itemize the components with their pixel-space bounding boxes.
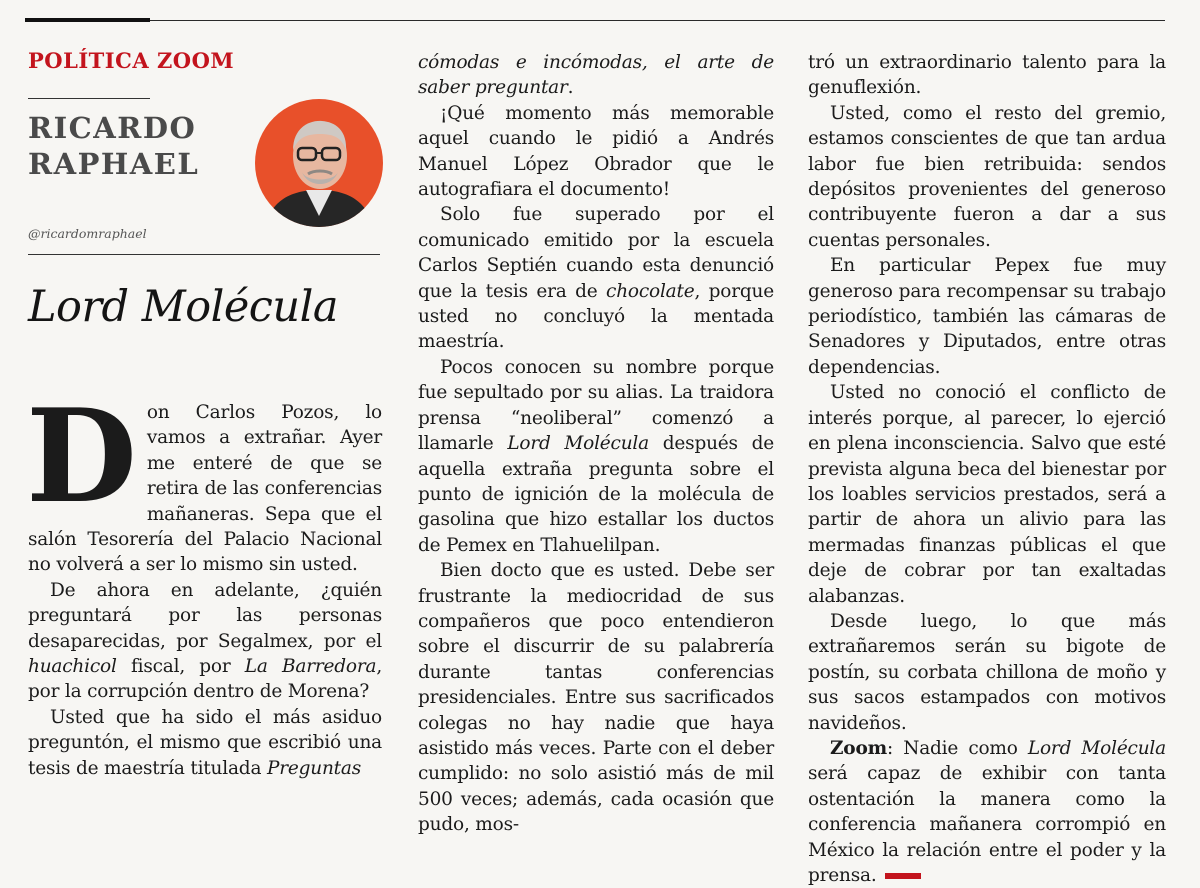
paragraph-11: Desde luego, lo que más extrañaremos serán su bigote de postín, su corbata chillona de moño y sus sacos estampados con motivos navideños. [808,610,1166,734]
column-1 [26,382,382,781]
p2-italic-b: La Barredora [244,656,377,678]
zoom-italic: Lord Molécula [1027,737,1166,759]
top-rule [25,20,1165,21]
section-divider [28,98,150,99]
top-rule-accent [25,18,150,22]
zoom-label: Zoom [830,737,887,759]
paragraph-continuation-2: tró un extraordinario talento para la genuflexión. [808,52,1166,99]
paragraph-6 [418,355,774,558]
paragraph-10: Usted no conoció el conflicto de interés porque, al parecer, lo ejerció en plena inconsciencia. Salvo que esté prevista alguna beca del bienestar por los loables servicios prestados, será a partir de ahora un alivio para las mermadas finanzas públicas el que deje de cobrar por tan exaltadas alabanzas. [808,382,1166,607]
p5-text-a: Solo fue superado por el comunicado emitido por la escuela Carlos Septién cuando esta denunció que la tesis era de [418,204,774,302]
p2-text-b: fiscal, por [116,656,245,678]
paragraph-zoom [808,736,1166,888]
paragraph-9: En particular Pepex fue muy generoso para recompensar su trabajo periodístico, también las cámaras de Senadores y Diputados, entre otras dependencias. [808,255,1166,378]
paragraph-continuation [418,50,774,101]
paragraph-8: Usted, como el resto del gremio, estamos conscientes de que tan ardua labor fue bien retribuida: sendos depósitos provenientes del generoso contribuyente fueron a dar a sus cuentas personales. [808,102,1166,251]
p3-italic: Preguntas [266,757,362,779]
paragraph-2 [28,578,382,705]
paragraph-1-text: on Carlos Pozos, lo vamos a extrañar. Ayer me enteré de que se retira de las conferencias mañaneras. Sepa que el salón Tesorería del Palacio Nacional no volverá a ser lo mismo sin usted. [28,402,382,576]
author-portrait [254,98,384,228]
paragraph-3 [28,705,382,781]
p5-italic: chocolate [606,280,695,302]
headline: Lord Molécula [28,282,338,332]
paragraph-5 [418,202,774,354]
section-label: POLÍTICA ZOOM [28,48,235,73]
p3-text: Usted que ha sido el más asiduo preguntón, el mismo que escribió una tesis de maestría titulada [28,706,382,779]
p2-text-a: De ahora en adelante, ¿quién preguntará por las personas desaparecidas, por Segalmex, por el [28,579,382,652]
paragraph-1 [26,382,382,578]
p6-text-a: Pocos conocen su nombre porque fue sepultado por su alias. La traidora prensa “neoliberal” comenzó a llamarle [418,356,774,455]
paragraph-7: Bien docto que es usted. Debe ser frustrante la mediocridad de sus compañeros que poco entendieron sobre el discurrir de su palabrería durante tantas conferencias presidenciales. Entre sus sacrificados colegas no hay nadie que haya asistido más veces. Parte con el deber cumplido: no solo asistió más de mil 500 veces; además, cada ocasión que pudo, mos- [418,560,774,836]
paragraph-4: ¡Qué momento más memorable aquel cuando le pidió a Andrés Manuel López Obrador que le autografiara el documento! [418,102,774,201]
end-mark [885,873,921,879]
p6-text-b: después de aquella extraña pregunta sobre el punto de ignición de la molécula de gasolina que hizo estallar los ductos de Pemex en Tlahuelilpan. [418,433,775,556]
p5-text-b: , porque usted no concluyó la mentada maestría. [418,280,774,353]
p6-italic: Lord Molécula [507,433,649,455]
continuation-end: . [567,77,574,99]
author-first-name: RICARDO [28,111,197,145]
drop-cap: D [26,382,137,532]
author-handle: @ricardomraphael [28,226,147,241]
zoom-text-b: será capaz de exhibir con tanta ostentación la manera como la conferencia mañanera corrompió en México la relación entre el poder y la prensa. [808,763,1166,886]
p2-text-c: , por la corrupción dentro de Morena? [28,656,382,703]
p2-italic-a: huachicol [28,656,117,678]
continuation-italic: cómodas e incómodas, el arte de saber preguntar [418,52,774,99]
author-name [28,110,199,182]
handle-divider [28,254,380,255]
author-last-name: RAPHAEL [28,147,200,181]
zoom-text-a: : Nadie como [886,737,1028,759]
column-2 [418,50,774,838]
column-3 [808,50,1166,888]
